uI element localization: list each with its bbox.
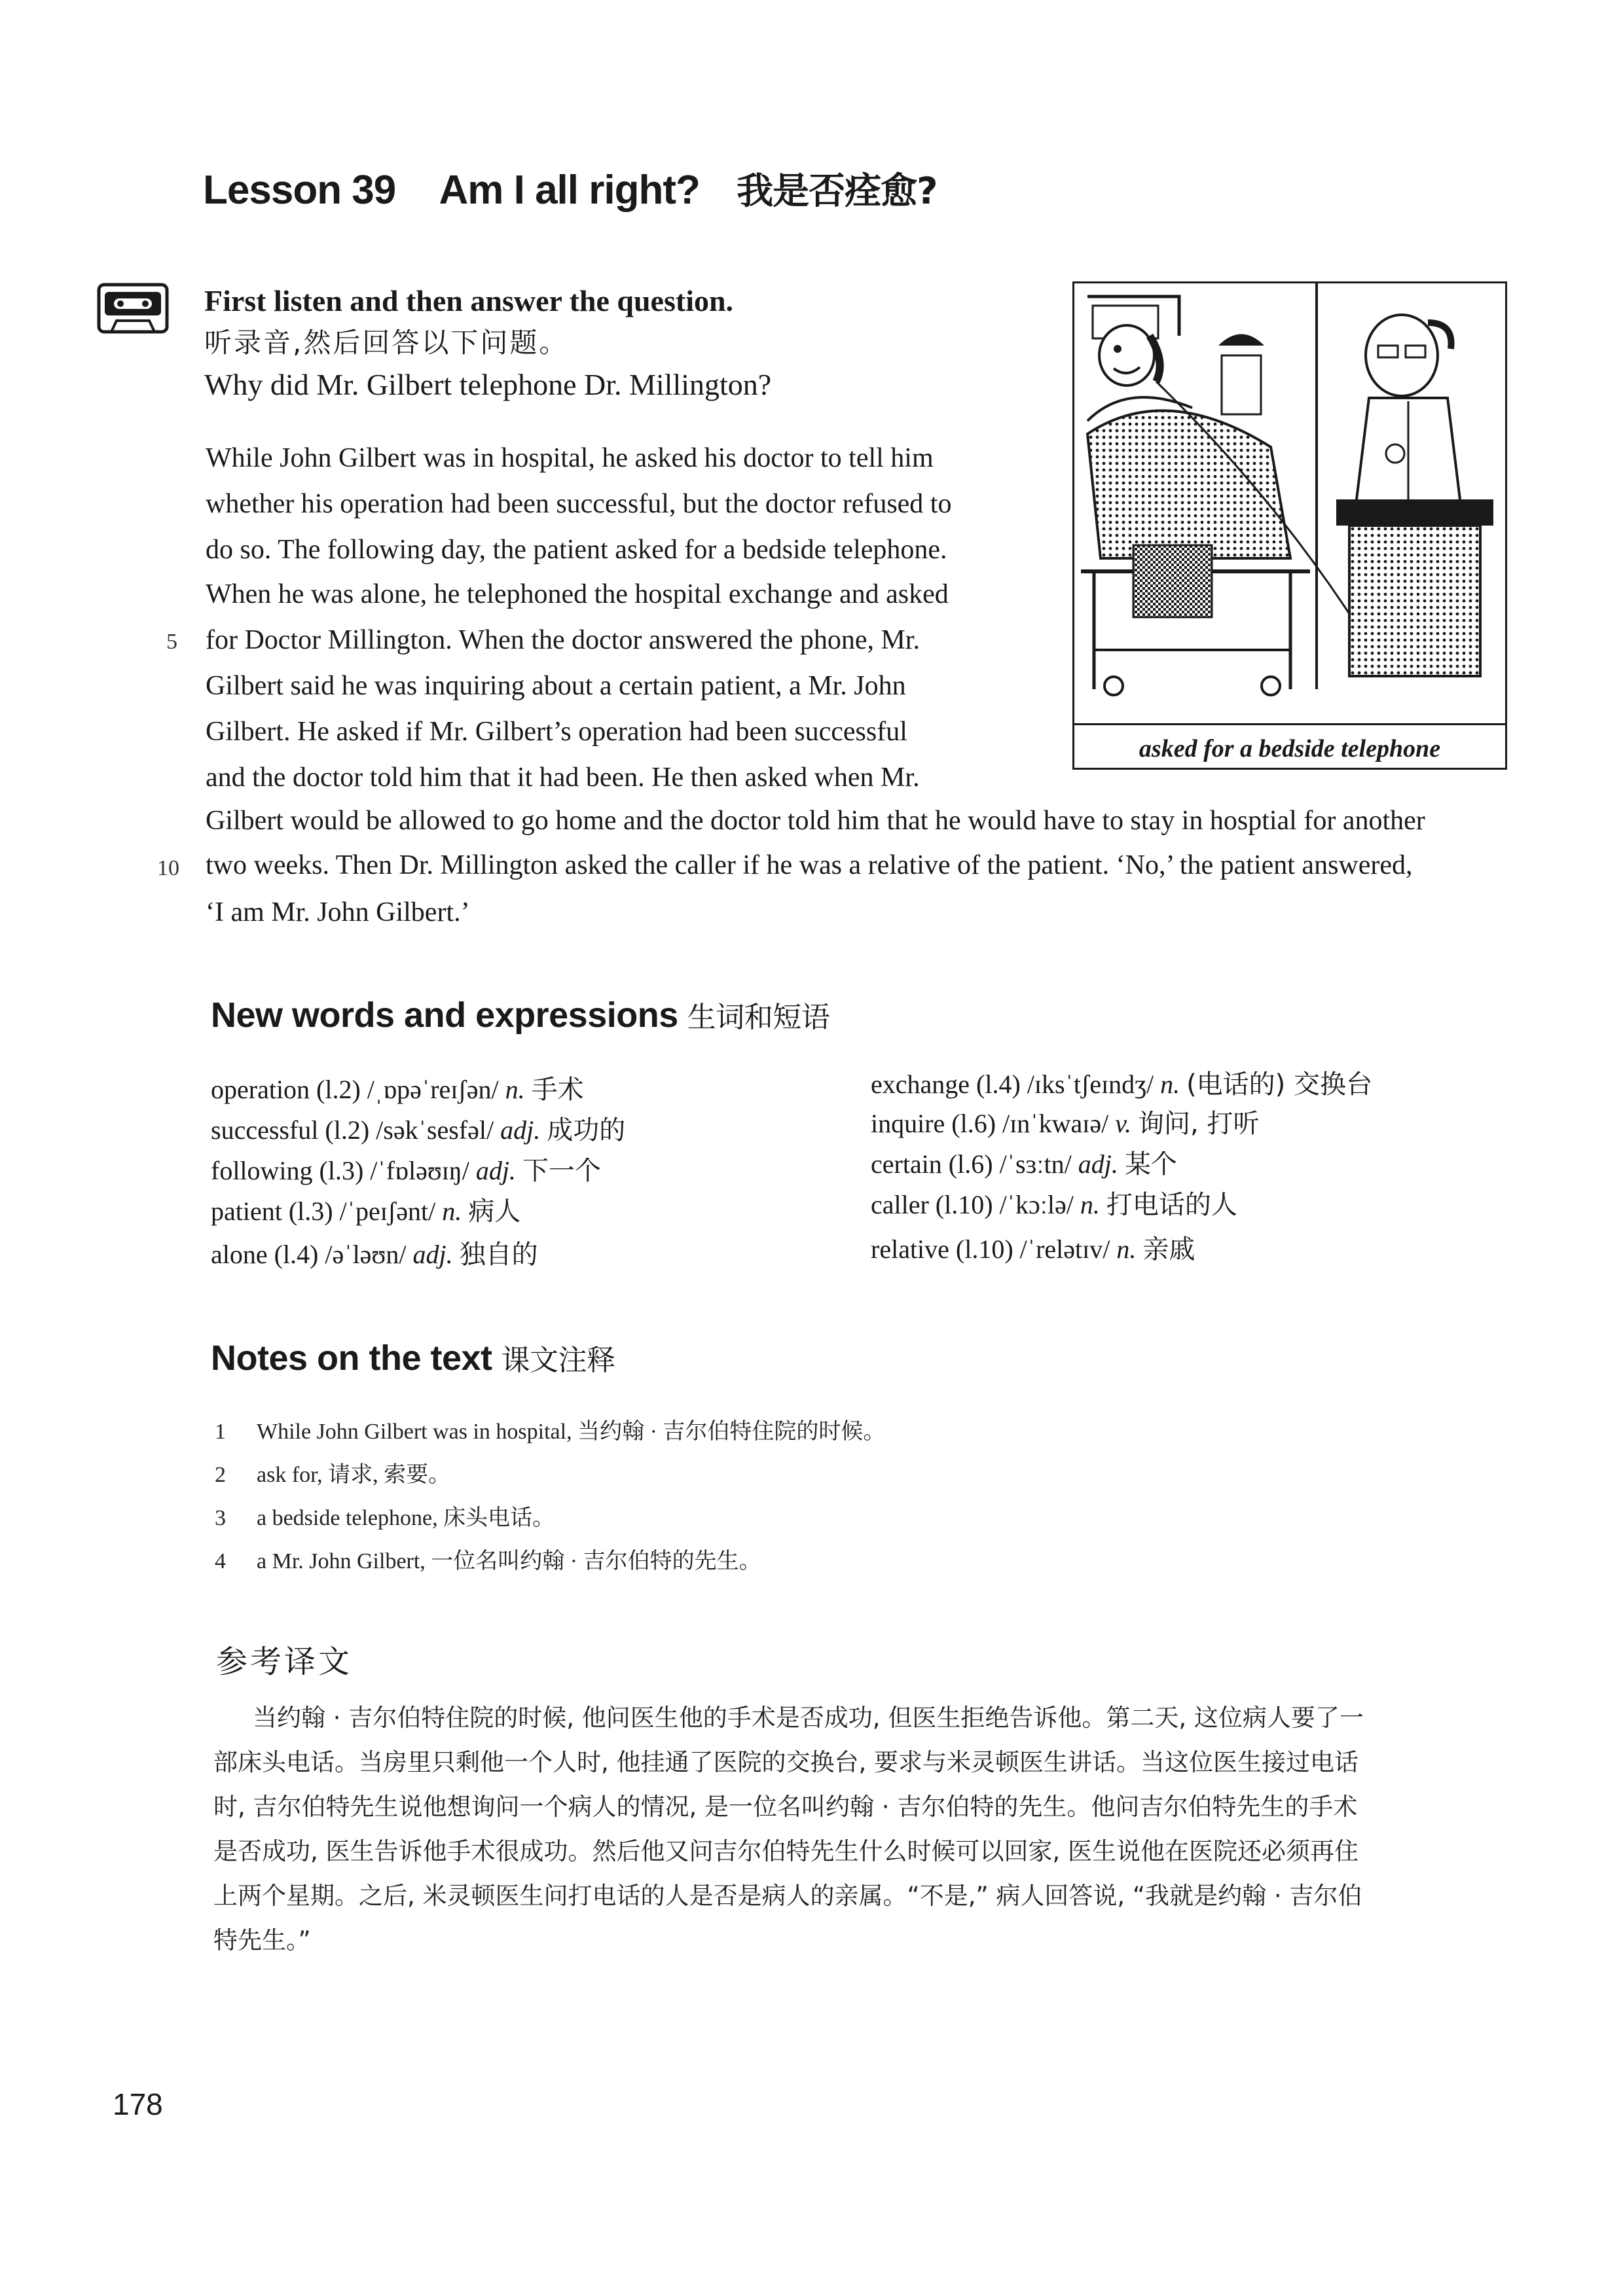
instruction-english: First listen and then answer the question. [204,284,734,317]
line-number: 10 [157,856,179,880]
note-item: 2 ask for, 请求, 索要。 [215,1463,451,1487]
vocab-item: inquire (l.6) /ɪnˈkwaɪə/ v. 询问, 打听 [871,1109,1260,1139]
instruction-chinese: 听录音,然后回答以下问题。 [204,327,569,359]
note-item: 3 a bedside telephone, 床头电话。 [215,1506,555,1530]
notes-heading-chinese: 课文注释 [501,1344,615,1377]
page-number: 178 [113,2087,163,2121]
note-item: 1 While John Gilbert was in hospital, 当约翰 · 吉尔伯特住院的时候。 [215,1420,886,1444]
new-words-heading-english: New words and expressions [211,996,678,1035]
text-line: and the doctor told him that it had been. He then asked when Mr. [206,762,920,793]
note-item: 4 a Mr. John Gilbert, 一位名叫约翰 · 吉尔伯特的先生。 [215,1549,761,1573]
vocab-item: following (l.3) /ˈfɒləʊɪŋ/ adj. 下一个 [211,1156,601,1186]
vocab-item: caller (l.10) /ˈkɔːlə/ n. 打电话的人 [871,1190,1237,1220]
translation-line: 部床头电话。当房里只剩他一个人时, 他挂通了医院的交换台, 要求与米灵顿医生讲话。当这位医生接过电话 [213,1748,1359,1776]
comprehension-question: Why did Mr. Gilbert telephone Dr. Millington? [204,368,772,401]
text-line: do so. The following day, the patient asked for a bedside telephone. [206,535,947,565]
translation-line: 当约翰 · 吉尔伯特住院的时候, 他问医生他的手术是否成功, 但医生拒绝告诉他。第二天, 这位病人要了一 [253,1704,1364,1732]
translation-heading: 参考译文 [216,1643,353,1680]
translation-line: 是否成功, 医生告诉他手术很成功。然后他又问吉尔伯特先生什么时候可以回家, 医生说他在医院还必须再住 [213,1837,1359,1865]
listening-instructions [204,280,1029,406]
text-line: Gilbert said he was inquiring about a certain patient, a Mr. John [206,671,906,701]
vocab-item: operation (l.2) /ˌɒpəˈreɪʃən/ n. 手术 [211,1075,584,1105]
lesson-title-chinese: 我是否痊愈? [737,170,938,213]
translation-line: 特先生。” [213,1926,311,1954]
hospital-telephone-illustration [1074,283,1505,715]
text-line: ‘I am Mr. John Gilbert.’ [206,897,470,927]
text-line: When he was alone, he telephoned the hospital exchange and asked [206,579,949,609]
text-line: for Doctor Millington. When the doctor answered the phone, Mr. [206,625,920,655]
text-line: Gilbert. He asked if Mr. Gilbert’s operation had been successful [206,717,907,747]
vocab-item: relative (l.10) /ˈrelətɪv/ n. 亲戚 [871,1234,1195,1265]
vocab-item: patient (l.3) /ˈpeɪʃənt/ n. 病人 [211,1196,521,1227]
new-words-heading-chinese: 生词和短语 [687,1001,830,1034]
figure-caption: asked for a bedside telephone [1074,723,1505,763]
cassette-tape-icon [97,283,169,335]
lesson-number: Lesson 39 [203,168,396,213]
vocab-item: successful (l.2) /səkˈsesfəl/ adj. 成功的 [211,1115,626,1145]
notes-heading-english: Notes on the text [211,1338,492,1378]
vocab-item: alone (l.4) /əˈləʊn/ adj. 独自的 [211,1240,538,1270]
translation-line: 时, 吉尔伯特先生说他想询问一个病人的情况, 是一位名叫约翰 · 吉尔伯特的先生。他问吉尔伯特先生的手术 [213,1793,1358,1821]
text-line: two weeks. Then Dr. Millington asked the caller if he was a relative of the patient. ‘No,’ the patient answered, [206,850,1413,880]
vocab-item: certain (l.6) /ˈsɜːtn/ adj. 某个 [871,1149,1177,1179]
text-line: whether his operation had been successful, but the doctor refused to [206,489,952,519]
new-words-heading [211,994,830,1035]
notes-heading [211,1336,615,1378]
illustration [1072,281,1507,770]
vocab-item: exchange (l.4) /ɪksˈtʃeɪndʒ/ n. (电话的) 交换台 [871,1069,1372,1100]
text-line: While John Gilbert was in hospital, he asked his doctor to tell him [206,443,934,473]
lesson-title-english: Am I all right? [439,168,700,213]
text-line: Gilbert would be allowed to go home and the doctor told him that he would have to stay in hosptial for another [206,806,1425,836]
line-number: 5 [166,630,177,654]
translation-line: 上两个星期。之后, 米灵顿医生问打电话的人是否是病人的亲属。“不是,” 病人回答说, “我就是约翰 · 吉尔伯 [213,1882,1362,1910]
lesson-title [203,162,1447,215]
